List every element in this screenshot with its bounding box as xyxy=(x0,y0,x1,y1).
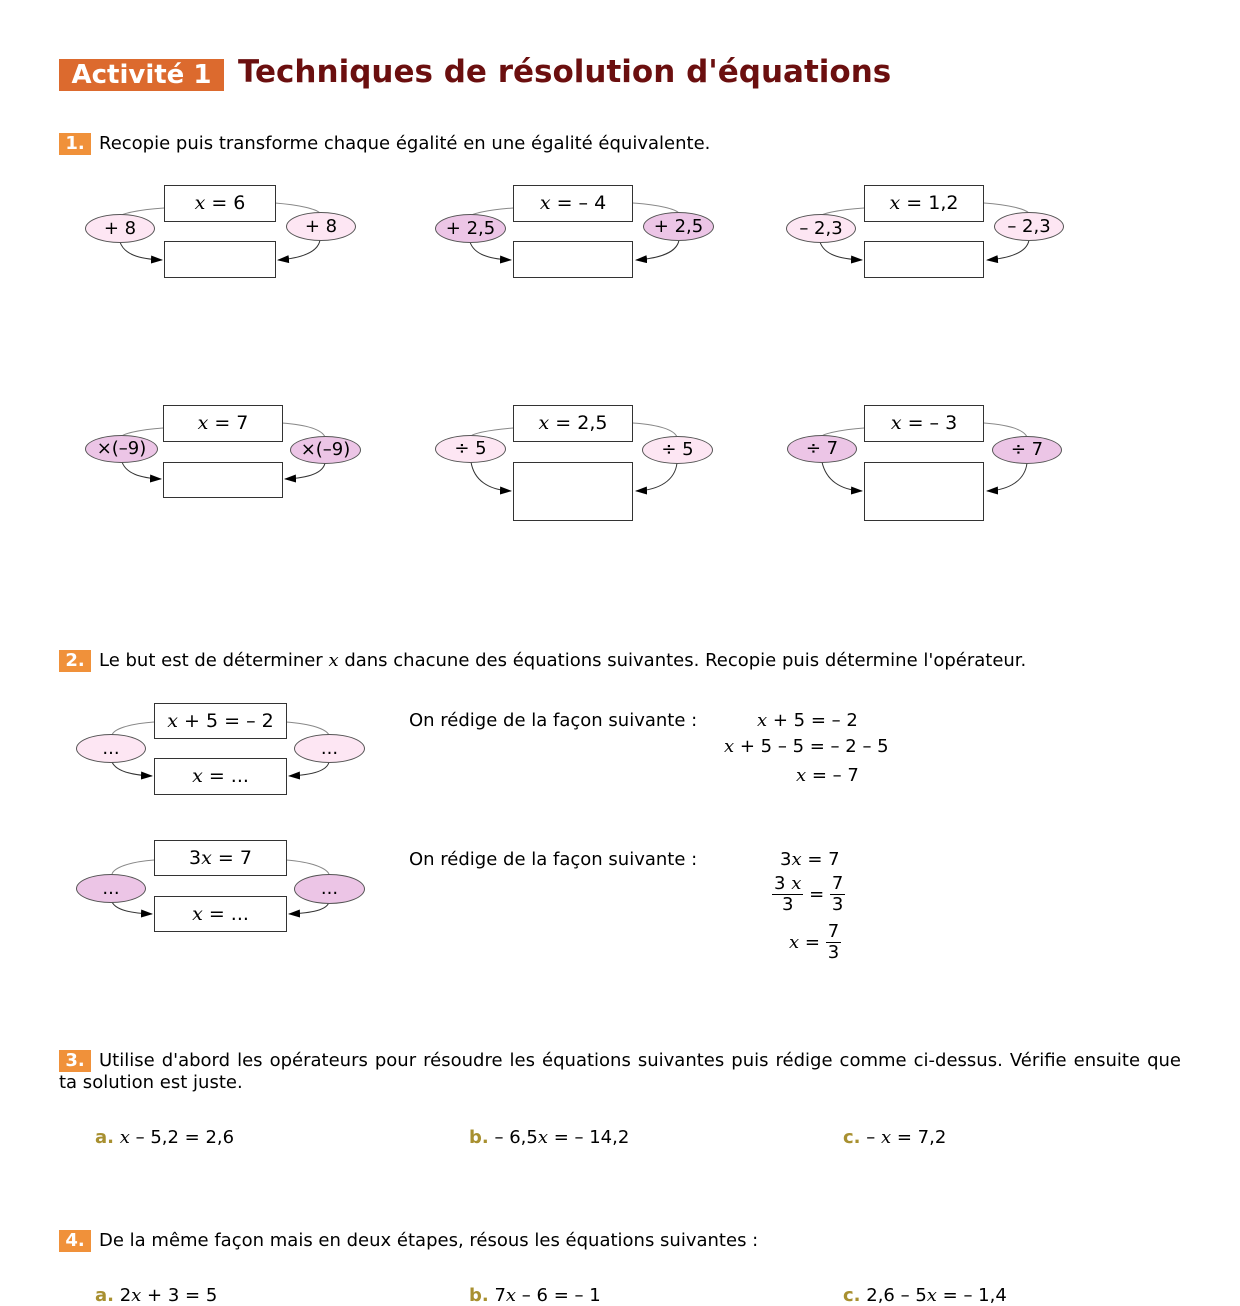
operator-left: + 8 xyxy=(85,214,155,243)
equation-rest: – 6 = – 1 xyxy=(516,1285,601,1306)
equation-coefficient: 3 xyxy=(774,873,792,894)
exercise-item xyxy=(469,1285,601,1306)
variable: x xyxy=(538,412,550,434)
operator-left[interactable]: ... xyxy=(76,874,146,903)
solution-line-fraction xyxy=(772,874,845,915)
item-label: c. xyxy=(843,1285,861,1306)
equation-rest: = ... xyxy=(202,903,249,925)
equation-coefficient: 3 xyxy=(780,849,792,870)
equation-box xyxy=(513,185,633,222)
equation-rest: = ... xyxy=(202,765,249,787)
question-number: 4. xyxy=(59,1230,91,1252)
operator-right: – 2,3 xyxy=(994,212,1064,241)
fraction xyxy=(772,874,803,915)
equation-rest: + 5 = – 2 xyxy=(178,710,274,732)
equation-box xyxy=(864,405,984,442)
operator-right[interactable]: ... xyxy=(294,734,365,763)
answer-box[interactable] xyxy=(864,462,984,521)
answer-box[interactable] xyxy=(513,241,633,278)
operator-right: + 2,5 xyxy=(643,212,714,241)
question-2 xyxy=(59,650,1026,672)
answer-box[interactable] xyxy=(864,241,984,278)
equation-coefficient: 3 xyxy=(189,847,202,869)
operator-left[interactable]: ... xyxy=(76,734,146,763)
answer-box[interactable] xyxy=(154,896,287,932)
solution-line xyxy=(757,710,858,731)
answer-box[interactable] xyxy=(513,462,633,521)
item-label: b. xyxy=(469,1127,489,1148)
operator-left: ÷ 7 xyxy=(787,435,857,463)
variable: x xyxy=(537,1127,548,1148)
operator-right: ×(–9) xyxy=(290,436,361,464)
fraction-numerator xyxy=(772,874,803,895)
question-number: 2. xyxy=(59,650,91,672)
equation-coefficient: – xyxy=(866,1127,881,1148)
equation-rest: = 7 xyxy=(211,847,252,869)
item-label: a. xyxy=(95,1127,114,1148)
method-intro: On rédige de la façon suivante : xyxy=(409,710,698,731)
item-label: c. xyxy=(843,1127,861,1148)
equation-rest: = 7 xyxy=(208,412,249,434)
variable: x xyxy=(791,849,802,870)
equation-rest: – 5,2 = 2,6 xyxy=(129,1127,235,1148)
question-text: dans chacune des équations suivantes. Recopie puis détermine l'opérateur. xyxy=(338,650,1027,671)
question-number: 1. xyxy=(59,133,91,155)
equation-box xyxy=(864,185,984,222)
operator-right: ÷ 7 xyxy=(992,436,1062,464)
question-number: 3. xyxy=(59,1050,91,1072)
variable: x xyxy=(201,847,212,869)
fraction-denominator: 3 xyxy=(781,894,794,915)
answer-box[interactable] xyxy=(154,758,287,795)
variable: x xyxy=(880,1127,892,1148)
variable: x xyxy=(167,710,178,732)
variable: x xyxy=(796,765,807,786)
operator-right: ÷ 5 xyxy=(642,436,713,464)
equals-sign: = xyxy=(809,884,825,905)
operator-left: ×(–9) xyxy=(85,435,158,463)
equation-rest: = 7 xyxy=(801,849,840,870)
operator-left: + 2,5 xyxy=(435,214,506,243)
variable: x xyxy=(194,192,206,214)
question-text: Recopie puis transforme chaque égalité en une égalité équivalente. xyxy=(99,133,711,154)
equation-coefficient: – 6,5 xyxy=(494,1127,538,1148)
variable: x xyxy=(539,192,551,214)
operator-left: ÷ 5 xyxy=(435,435,506,463)
method-intro: On rédige de la façon suivante : xyxy=(409,849,698,870)
answer-box[interactable] xyxy=(163,462,283,498)
fraction-denominator: 3 xyxy=(827,942,840,963)
equation-rest: = – 4 xyxy=(550,192,607,214)
variable: x xyxy=(119,1127,130,1148)
variable: x xyxy=(757,710,768,731)
question-text: Utilise d'abord les opérateurs pour résoudre les équations suivantes puis rédige comme ci-dessus. Vérifie ensuite que ta solution est juste. xyxy=(59,1050,1181,1093)
variable: x xyxy=(505,1285,517,1306)
question-4 xyxy=(59,1230,758,1252)
fraction xyxy=(826,922,841,963)
variable: x xyxy=(131,1285,142,1306)
equation-rest: = 1,2 xyxy=(900,192,959,214)
variable: x xyxy=(197,412,209,434)
equation-rest: + 5 = – 2 xyxy=(767,710,858,731)
variable: x xyxy=(192,903,203,925)
fraction-denominator: 3 xyxy=(831,894,844,915)
operator-right[interactable]: ... xyxy=(294,874,365,904)
exercise-item xyxy=(95,1285,217,1306)
equation-rest: + 3 = 5 xyxy=(141,1285,218,1306)
equation-box xyxy=(513,405,633,442)
variable: x xyxy=(328,650,339,671)
solution-line-fraction xyxy=(789,922,841,963)
question-text: Le but est de déterminer xyxy=(99,650,329,671)
exercise-item xyxy=(469,1127,629,1148)
equation-rest: = – 7 xyxy=(806,765,859,786)
fraction-numerator: 7 xyxy=(831,873,844,894)
equation-coefficient: 7 xyxy=(494,1285,506,1306)
equals-sign: = xyxy=(799,932,820,953)
exercise-item xyxy=(843,1285,1007,1306)
equation-rest: = – 1,4 xyxy=(936,1285,1007,1306)
equation-rest: = – 3 xyxy=(901,412,958,434)
variable: x xyxy=(791,873,802,894)
variable: x xyxy=(890,412,902,434)
operator-left: – 2,3 xyxy=(786,214,856,243)
equation-rest: = 2,5 xyxy=(549,412,608,434)
variable: x xyxy=(889,192,901,214)
question-text: De la même façon mais en deux étapes, résous les équations suivantes : xyxy=(99,1230,759,1251)
equation-rest: = 6 xyxy=(205,192,246,214)
variable: x xyxy=(192,765,203,787)
operator-right: + 8 xyxy=(286,212,356,241)
item-label: b. xyxy=(469,1285,489,1306)
variable: x xyxy=(926,1285,937,1306)
fraction-numerator: 7 xyxy=(827,921,840,942)
equation-rest: = – 14,2 xyxy=(547,1127,630,1148)
question-3 xyxy=(59,1050,1181,1093)
fraction xyxy=(830,874,845,915)
variable: x xyxy=(724,736,735,757)
exercise-item xyxy=(843,1127,946,1148)
page-title: Techniques de résolution d'équations xyxy=(238,54,892,90)
equation-box xyxy=(163,405,283,442)
activity-badge: Activité 1 xyxy=(59,59,224,91)
solution-line xyxy=(724,736,889,757)
equation-box xyxy=(154,840,287,876)
equation-rest: + 5 – 5 = – 2 – 5 xyxy=(734,736,889,757)
solution-line xyxy=(796,765,859,786)
item-label: a. xyxy=(95,1285,114,1306)
equation-box xyxy=(154,703,287,739)
solution-line xyxy=(780,849,840,870)
equation-rest: = 7,2 xyxy=(891,1127,947,1148)
answer-box[interactable] xyxy=(164,241,276,278)
variable: x xyxy=(789,932,800,953)
equation-box xyxy=(164,185,276,222)
equation-coefficient: 2 xyxy=(119,1285,132,1306)
equation-coefficient: 2,6 – 5 xyxy=(866,1285,927,1306)
question-1 xyxy=(59,133,710,155)
exercise-item xyxy=(95,1127,234,1148)
